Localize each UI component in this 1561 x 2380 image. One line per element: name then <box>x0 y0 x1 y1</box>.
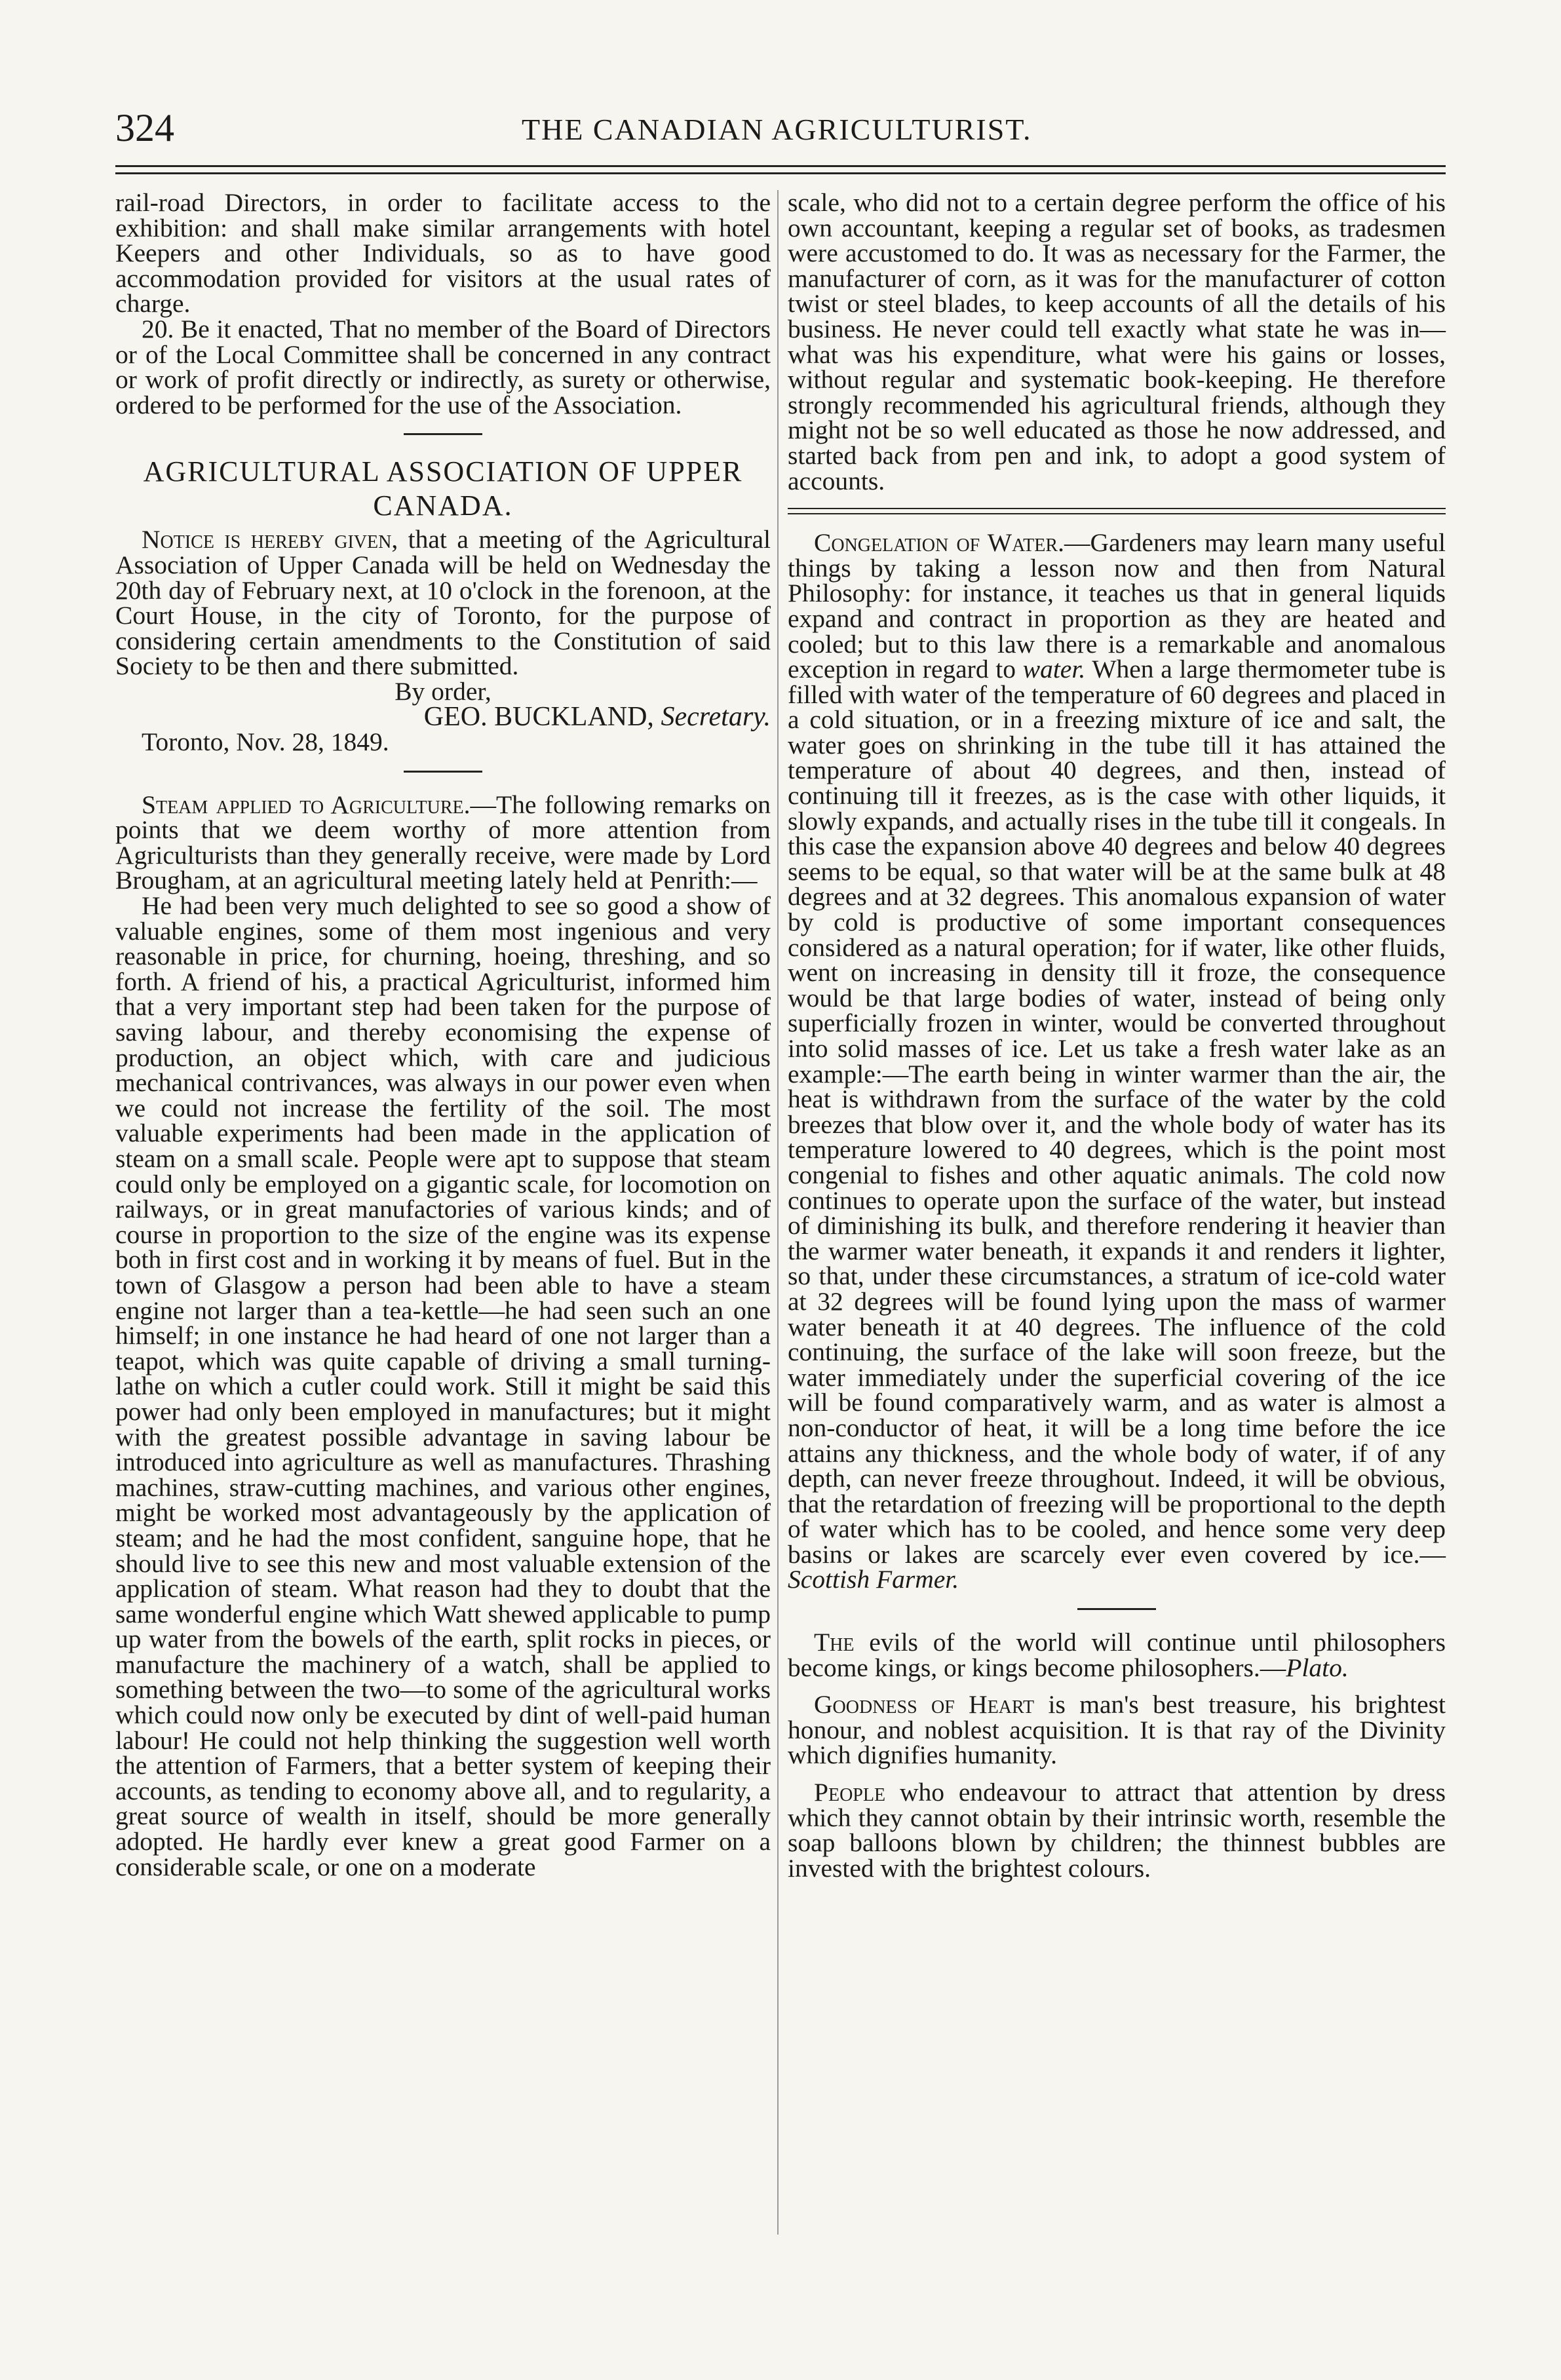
steam-continued-paragraph: scale, who did not to a certain degree perform the office of his own accountant, keeping a regular set of books, as tradesmen were accustomed to do. It was as necessary for the Farmer, the manufacturer of corn, as it was for the manufacturer of cotton twist or steel blades, to keep accounts of all the details of his business. He never could tell exactly what state he was in—what was his expenditure, what were his gains or losses, without regular and systematic book-keeping. He therefore strongly recommended his agricultural friends, although they might not be so well educated as those he now addressed, and started back from pen and ink, to adopt a good system of accounts. <box>788 188 1446 495</box>
goodness-lead: Goodness of Heart <box>814 1690 1035 1719</box>
congelation-lead: Congelation of Water. <box>814 528 1064 558</box>
goodness-paragraph <box>788 1692 1446 1768</box>
signer-name: GEO. BUCKLAND, <box>423 701 654 732</box>
section-rule <box>404 771 482 773</box>
people-lead: People <box>814 1778 886 1807</box>
steam-intro-paragraph <box>115 792 771 893</box>
signer-title: Secretary. <box>661 701 771 732</box>
people-body: who endeavour to attract that attention by dress which they cannot obtain by their intrinsic worth, resemble the soap balloons blown by children; the thinnest bubbles are invested with the brightest colours. <box>788 1778 1446 1883</box>
section-rule <box>404 433 482 435</box>
congelation-water: water. <box>1022 655 1086 684</box>
section-rule <box>1077 1608 1156 1610</box>
signature-line <box>115 701 771 732</box>
plato-paragraph <box>788 1630 1446 1680</box>
by-order: By order, <box>395 676 491 706</box>
congelation-paragraph <box>788 530 1446 1592</box>
page-number: 324 <box>115 106 174 149</box>
paragraph-section-20: 20. Be it enacted, That no member of the Board of Directors or of the Local Committee shall be concerned in any contract or work of profit directly or indirectly, as surety or otherwise, ordered to be performed for the use of the Association. <box>115 314 771 419</box>
plato-source: Plato. <box>1286 1653 1349 1682</box>
steam-lead: Steam applied to Agriculture. <box>142 790 471 819</box>
congelation-body-b: When a large thermometer tube is filled with water of the temperature of 60 degrees and placed in a cold situation, or in a freezing mixture of ice and salt, the water goes on shrinking in the tube till it has attained the temperature of about 40 degrees, and then, instead of continuing till it freezes, as is the case with other liquids, it slowly expands, and actually rises in the tube till it congeals. In this case the expansion above 40 degrees and below 40 degrees seems to be equal, so that water will be at the same bulk at 48 degrees and at 32 degrees. This anomalous expansion of water by cold is productive of some important consequences considered as a natural operation; for if water, like other fluids, went on increasing in density till it froze, the consequence would be that large bodies of water, instead of being only superficially frozen in winter, would be converted throughout into solid masses of ice. Let us take a fresh water lake as an example:—The earth being in winter warmer than the air, the heat is withdrawn from the surface of the water by the cold breezes that blow over it, and the whole body of water has its temperature lowered to 40 degrees, which is the point most congenial to fishes and other aquatic animals. The cold now continues to operate upon the surface of the water, but instead of diminishing its bulk, and therefore rendering it heavier than the warmer water beneath, it expands it and renders it lighter, so that, under these circumstances, a stratum of ice-cold water at 32 degrees will be found lying upon the mass of warmer water beneath it at 40 degrees. The influence of the cold continuing, the surface of the lake will soon freeze, but the water immediately under the superficial covering of the ice will be found comparatively warm, and as water is almost a non-conductor of heat, it will be a long time before the ice attains any thickness, and the whole body of water, if of any depth, can never freeze throughout. Indeed, it will be obvious, that the retardation of freezing will be proportional to the depth of water which has to be cooled, and hence some very deep basins or lakes are scarcely ever even covered by ice.— <box>788 655 1446 1569</box>
plato-body: evils of the world will continue until philosophers become kings, or kings become philosophers.— <box>788 1628 1446 1682</box>
dateline: Toronto, Nov. 28, 1849. <box>142 727 389 757</box>
notice-body: that a meeting of the Agricultural Association of Upper Canada will be held on Wednesday the 20th day of February next, at 10 o'clock in the forenoon, at the Court House, in the city of Toronto, for the purpose of considering certain amendments to the Constitution of said Society to be then and there submitted. <box>115 525 771 681</box>
goodness-body: is man's best treasure, his brightest honour, and noblest acquisition. It is that ray of the Divinity which dignifies humanity. <box>788 1690 1446 1770</box>
notice-title: AGRICULTURAL ASSOCIATION OF UPPER CANADA. <box>143 455 743 522</box>
congelation-body-a: —Gardeners may learn many useful things by taking a lesson now and then from Natural Philosophy: for instance, it teaches us that in general liquids expand and contract in proportion as they are heated and cooled; but to this law there is a remarkable and anomalous exception in regard to <box>788 528 1446 684</box>
header-rule <box>115 165 1446 174</box>
running-title: THE CANADIAN AGRICULTURIST. <box>522 113 1032 146</box>
right-column <box>788 190 1446 1881</box>
steam-intro: —The following remarks on points that we deem worthy of more attention from Agriculturists than they generally receive, were made by Lord Brougham, at an agricultural meeting lately held at Penrith:— <box>115 790 771 895</box>
people-paragraph <box>788 1780 1446 1881</box>
notice-lead: Notice is hereby given, <box>142 525 398 554</box>
notice-paragraph <box>115 527 771 679</box>
congelation-source: Scottish Farmer. <box>788 1565 959 1594</box>
left-column <box>115 190 771 1879</box>
plato-lead: The <box>814 1628 855 1657</box>
column-divider <box>777 190 779 2235</box>
steam-body-paragraph: He had been very much delighted to see so good a show of valuable engines, some of them most ingenious and very reasonable in price, for churning, hoeing, threshing, and so forth. A friend of his, a practical Agriculturist, informed him that a very important step had been taken for the purpose of saving labour, and thereby economising the expense of production, an object which, with care and judicious mechanical contrivances, was always in our power even when we could not increase the fertility of the soil. The most valuable experiments had been made in the application of steam on a small scale. People were apt to suppose that steam could only be employed on a gigantic scale, for locomotion on railways, or in great manufactories of various kinds; and of course in proportion to the size of the engine was its expense both in first cost and in working it by means of fuel. But in the town of Glasgow a person had been able to have a steam engine not larger than a tea-kettle—he had seen such an one himself; in one instance he had heard of one not larger than a teapot, which was quite capable of driving a small turning-lathe on which a cutler could work. Still it might be said this power had only been employed in manufactures; but it might with the greatest possible advantage in saving labour be introduced into agriculture as well as manufactures. Thrashing machines, straw-cutting machines, and various other engines, might be worked most advantageously by the application of steam; and he had the most confident, sanguine hope, that he should live to see this new and most valuable extension of the application of steam. What reason had they to doubt that the same wonderful engine which Watt shewed applicable to pump up water from the bowels of the earth, split rocks in pieces, or manufacture the machinery of a watch, shall be applied to something between the two—to some of the agricultural works which could now only be executed by dint of well-paid human labour! He could not help thinking the suggestion well worth the attention of Farmers, that a better system of keeping their accounts, as tending to economy above all, and to regularity, a great source of wealth in itself, should be more generally adopted. He hardly ever knew a great good Farmer on a considerable scale, or one on a moderate <box>115 891 771 1881</box>
paragraph-directors: rail-road Directors, in order to facilitate access to the exhibition: and shall make similar arrangements with hotel Keepers and other Individuals, so as to have good accommodation provided for visitors at the usual rates of charge. <box>115 188 771 318</box>
section-double-rule <box>788 508 1446 514</box>
page-header <box>115 105 1446 157</box>
